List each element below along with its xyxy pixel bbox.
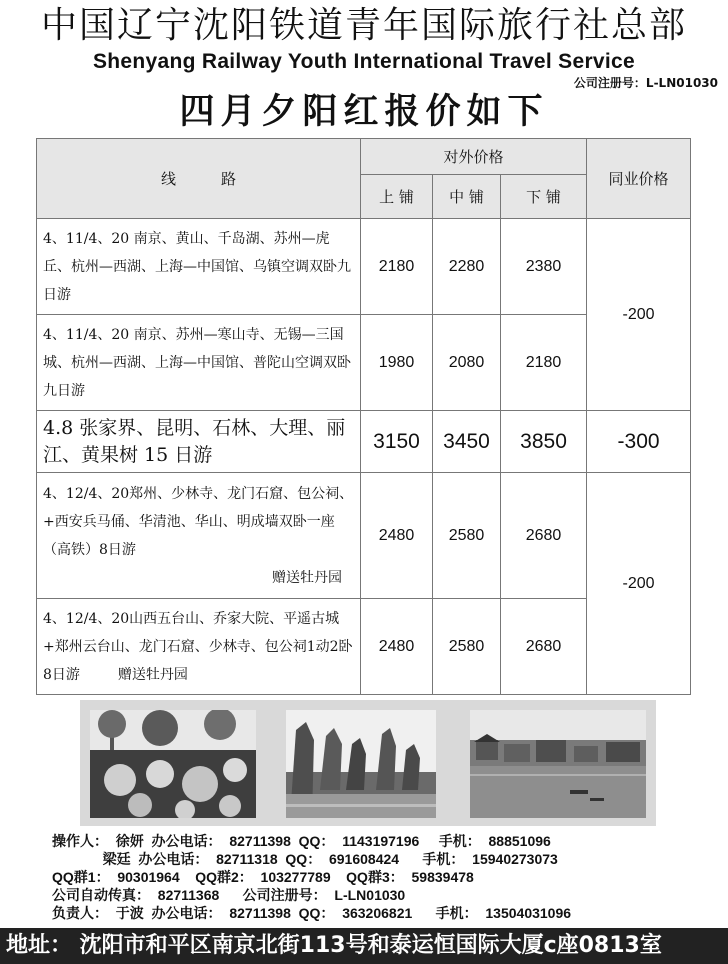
page-heading: 四月夕阳红报价如下 <box>179 91 549 132</box>
header-route: 线 路 <box>37 139 361 219</box>
contact-line: 操作人： 徐妍 办公电话： 82711398 QQ： 1143197196 手机： 88851096 <box>52 833 551 849</box>
trade-price: -200 <box>587 219 691 411</box>
price-lower: 2180 <box>501 315 587 411</box>
gift-note: 赠送牡丹园 <box>117 666 188 683</box>
price-lower: 2680 <box>501 599 587 695</box>
trade-price: -200 <box>587 473 691 695</box>
route-cell <box>37 599 361 695</box>
price-upper: 3150 <box>361 411 433 473</box>
contact-line: 负责人： 于波 办公电话： 82711398 QQ： 363206821 手机： 13504031096 <box>52 905 572 921</box>
price-upper: 2480 <box>361 599 433 695</box>
company-name-english: Shenyang Railway Youth International Travel Service <box>92 50 636 73</box>
trade-price: -300 <box>587 411 691 473</box>
route-description: 4.8 张家界、昆明、石林、大理、丽江、黄果树 15 日游 <box>37 411 361 473</box>
header-middle-berth: 中 铺 <box>433 175 501 219</box>
price-table <box>36 138 691 695</box>
address-bar <box>0 928 728 964</box>
contact-line: QQ群1： 90301964 QQ群2： 103277789 QQ群3： 59839478 <box>52 869 474 885</box>
company-name-chinese: 中国辽宁沈阳铁道青年国际旅行社总部 <box>40 5 687 46</box>
price-lower: 3850 <box>501 411 587 473</box>
route-description: 4、11/4、20 南京、苏州—寒山寺、无锡—三国城、杭州—西湖、上海—中国馆、普陀山空调双卧九日游 <box>37 315 361 411</box>
price-upper: 1980 <box>361 315 433 411</box>
price-lower: 2380 <box>501 219 587 315</box>
registration-number: 公司注册号：L-LN01030 <box>573 76 718 90</box>
price-upper: 2480 <box>361 473 433 599</box>
header-public-price: 对外价格 <box>361 139 587 175</box>
route-cell <box>37 473 361 599</box>
route-description: 4、12/4、20山西五台山、乔家大院、平遥古城+郑州云台山、龙门石窟、少林寺、包公祠1动2卧8日游 <box>43 610 353 683</box>
peony-garden-photo <box>90 710 256 818</box>
price-lower: 2680 <box>501 473 587 599</box>
price-middle: 2580 <box>433 599 501 695</box>
photo-strip <box>80 700 656 826</box>
header-lower-berth: 下 铺 <box>501 175 587 219</box>
price-middle: 2080 <box>433 315 501 411</box>
price-middle: 3450 <box>433 411 501 473</box>
route-description: 4、12/4、20郑州、少林寺、龙门石窟、包公祠、+西安兵马俑、华清池、华山、明成墙双卧一座（高铁）8日游 <box>43 485 354 558</box>
ancient-town-photo <box>470 710 646 818</box>
table-row <box>37 473 691 599</box>
price-middle: 2580 <box>433 473 501 599</box>
route-description: 4、11/4、20 南京、黄山、千岛湖、苏州—虎丘、杭州—西湖、上海—中国馆、乌镇空调双卧九日游 <box>37 219 361 315</box>
price-upper: 2180 <box>361 219 433 315</box>
header-trade-price: 同业价格 <box>587 139 691 219</box>
price-middle: 2280 <box>433 219 501 315</box>
table-row <box>37 411 691 473</box>
header-upper-berth: 上 铺 <box>361 175 433 219</box>
contact-line: 梁廷 办公电话： 82711318 QQ： 691608424 手机： 15940273073 <box>52 851 558 867</box>
address-text: 地址： 沈阳市和平区南京北街113号和泰运恒国际大厦c座0813室 <box>6 933 662 958</box>
contact-info <box>52 832 571 922</box>
gift-note: 赠送牡丹园 <box>272 569 342 586</box>
contact-line: 公司自动传真： 82711368 公司注册号： L-LN01030 <box>52 887 406 903</box>
stone-forest-photo <box>286 710 436 818</box>
table-row <box>37 219 691 315</box>
